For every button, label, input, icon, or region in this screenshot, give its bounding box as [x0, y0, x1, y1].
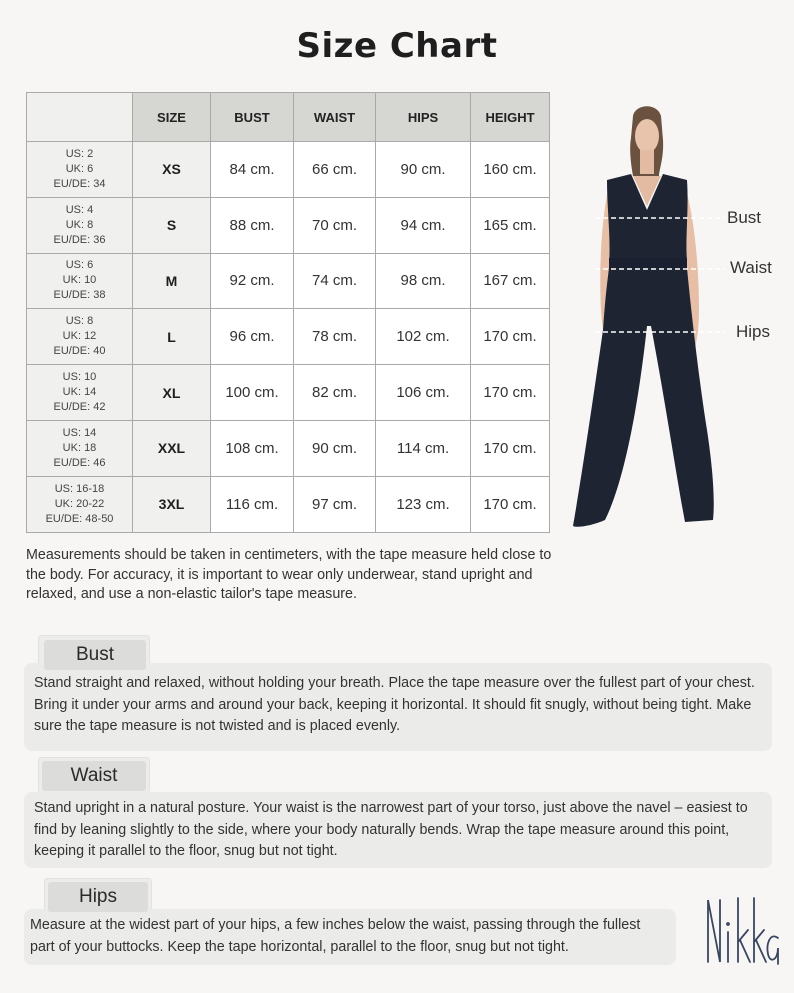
height-cell: 165 cm. [471, 197, 550, 253]
waist-cell: 90 cm. [294, 420, 376, 476]
waist-cell: 70 cm. [294, 197, 376, 253]
model-figure [565, 100, 790, 540]
us-size: US: 6 [65, 259, 94, 272]
hips-label: Hips [736, 322, 771, 341]
bust-cell: 88 cm. [211, 197, 294, 253]
column-header: BUST [211, 93, 294, 142]
column-header: SIZE [133, 93, 211, 142]
waist-cell: 78 cm. [294, 309, 376, 365]
waist-heading: Waist [42, 761, 146, 791]
uk-size: UK: 10 [62, 274, 97, 287]
page-title: Size Chart [296, 26, 498, 66]
uk-size: UK: 8 [65, 218, 94, 231]
column-header: HEIGHT [471, 93, 550, 142]
table-row [27, 365, 550, 421]
waist-cell: 74 cm. [294, 253, 376, 309]
table-row [27, 142, 550, 198]
hips-cell: 114 cm. [376, 420, 471, 476]
uk-size: UK: 12 [62, 330, 97, 343]
bust-cell: 96 cm. [211, 309, 294, 365]
size-conversion-cell [27, 309, 133, 365]
size-cell: XL [133, 365, 211, 421]
size-cell: S [133, 197, 211, 253]
uk-size: UK: 20-22 [54, 497, 105, 510]
column-header: WAIST [294, 93, 376, 142]
uk-size: UK: 6 [65, 162, 94, 175]
table-row [27, 309, 550, 365]
us-size: US: 16-18 [54, 482, 105, 495]
eu-size: EU/DE: 48-50 [45, 512, 114, 525]
table-row [27, 197, 550, 253]
uk-size: UK: 18 [62, 441, 97, 454]
waist-cell: 82 cm. [294, 365, 376, 421]
table-header-blank [27, 93, 133, 142]
us-size: US: 4 [65, 203, 94, 216]
size-conversion-cell [27, 476, 133, 532]
uk-size: UK: 14 [62, 386, 97, 399]
size-conversion-cell [27, 365, 133, 421]
eu-size: EU/DE: 42 [53, 401, 106, 414]
table-row [27, 420, 550, 476]
table-header-row [27, 93, 550, 142]
bust-label: Bust [727, 208, 762, 227]
table-row [27, 253, 550, 309]
hips-cell: 106 cm. [376, 365, 471, 421]
hips-cell: 94 cm. [376, 197, 471, 253]
us-size: US: 10 [62, 371, 97, 384]
waist-instructions: Stand upright in a natural posture. Your waist is the narrowest part of your torso, just above the navel – easiest to find by leaning slightly to the side, where your body naturally bends. Wrap the tape measure around this point, keeping it parallel to the floor, snug but not tight. [24, 792, 772, 868]
intro-text: Measurements should be taken in centimeters, with the tape measure held close to the body. For accuracy, it is important to wear only underwear, stand upright and relaxed, and use a non-elastic tailor's tape measure. [26, 547, 552, 602]
size-conversion-cell [27, 197, 133, 253]
bust-heading: Bust [44, 640, 146, 670]
waist-cell: 66 cm. [294, 142, 376, 198]
us-size: US: 2 [65, 147, 94, 160]
hips-cell: 102 cm. [376, 309, 471, 365]
size-cell: XXL [133, 420, 211, 476]
size-cell: L [133, 309, 211, 365]
bust-cell: 100 cm. [211, 365, 294, 421]
bust-instructions: Stand straight and relaxed, without holding your breath. Place the tape measure over the fullest part of your chest. Bring it under your arms and around your back, keeping it horizontal. It should fit snugly, without being tight. Make sure the tape measure is not twisted and is placed evenly. [24, 663, 772, 751]
column-header: HIPS [376, 93, 471, 142]
size-cell: M [133, 253, 211, 309]
hips-heading: Hips [48, 882, 148, 912]
waist-label: Waist [730, 258, 772, 277]
hips-cell: 123 cm. [376, 476, 471, 532]
height-cell: 170 cm. [471, 365, 550, 421]
hips-instructions: Measure at the widest part of your hips, a few inches below the waist, passing through the fullest part of your buttocks. Keep the tape horizontal, parallel to the floor, snug but not tight. [24, 909, 676, 965]
eu-size: EU/DE: 46 [53, 456, 106, 469]
height-cell: 160 cm. [471, 142, 550, 198]
us-size: US: 8 [65, 315, 94, 328]
bust-cell: 116 cm. [211, 476, 294, 532]
bust-cell: 92 cm. [211, 253, 294, 309]
hips-cell: 98 cm. [376, 253, 471, 309]
size-table [26, 92, 550, 533]
model-illustration [565, 100, 790, 540]
size-conversion-cell [27, 142, 133, 198]
bust-cell: 84 cm. [211, 142, 294, 198]
height-cell: 170 cm. [471, 309, 550, 365]
nikka-logo [700, 892, 780, 972]
hips-cell: 90 cm. [376, 142, 471, 198]
bust-cell: 108 cm. [211, 420, 294, 476]
size-cell: XS [133, 142, 211, 198]
height-cell: 170 cm. [471, 476, 550, 532]
table-row [27, 476, 550, 532]
eu-size: EU/DE: 34 [53, 177, 106, 190]
height-cell: 167 cm. [471, 253, 550, 309]
height-cell: 170 cm. [471, 420, 550, 476]
us-size: US: 14 [62, 426, 97, 439]
eu-size: EU/DE: 38 [53, 289, 106, 302]
size-conversion-cell [27, 420, 133, 476]
eu-size: EU/DE: 40 [53, 345, 106, 358]
waist-cell: 97 cm. [294, 476, 376, 532]
eu-size: EU/DE: 36 [53, 233, 106, 246]
size-cell: 3XL [133, 476, 211, 532]
size-conversion-cell [27, 253, 133, 309]
